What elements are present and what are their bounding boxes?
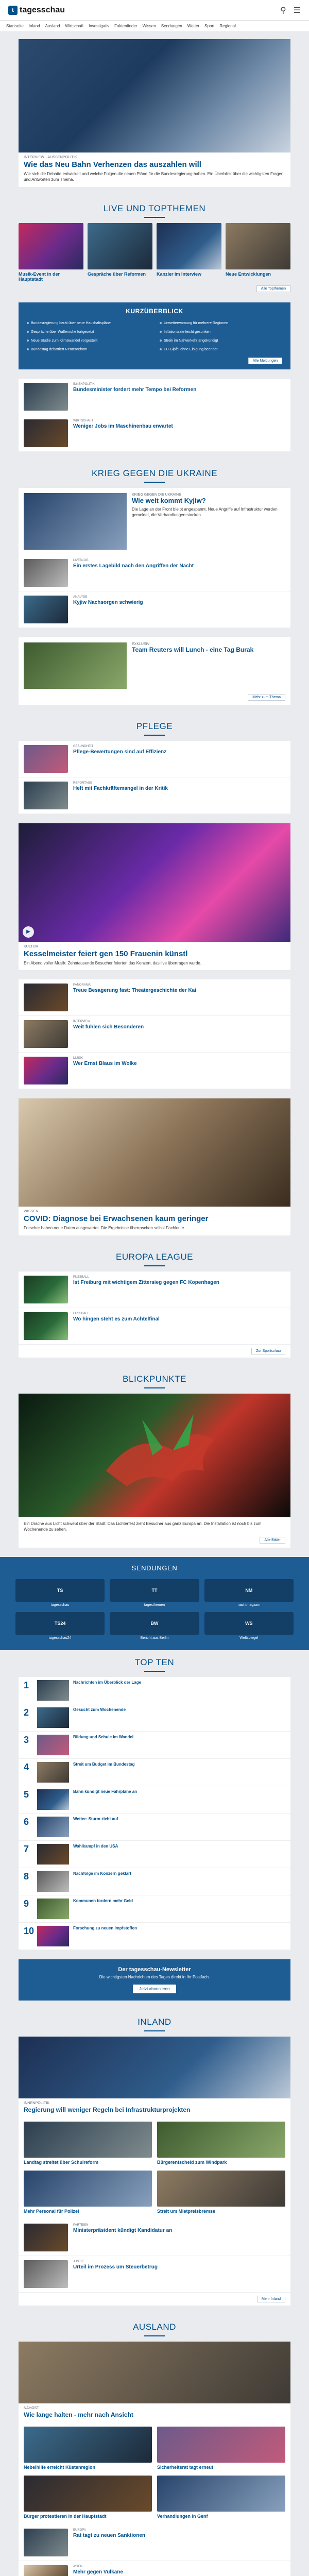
blickpunkte-image [19, 1394, 290, 1517]
hero-teaser[interactable] [19, 39, 290, 187]
ausland-meta: NAHOST [24, 2406, 40, 2410]
topten-item[interactable]: 3 Bildung und Schule im Wandel [19, 1732, 290, 1759]
logo-mark: t [8, 6, 18, 15]
banner-meta: EXKLUSIV [132, 642, 150, 646]
blickpunkte-card[interactable] [19, 1394, 290, 1548]
kurz-item[interactable]: Inflationsrate leicht gesunken [160, 330, 282, 334]
list-item[interactable]: INTERVIEW Weit fühlen sich Besonderen [19, 1016, 290, 1053]
live-tile[interactable]: Neue Entwicklungen [226, 223, 290, 283]
list-item[interactable]: JUSTIZ Urteil im Prozess um Steuerbetrug [19, 2256, 290, 2293]
ausland-tile[interactable]: Sicherheitsrat tagt erneut [157, 2427, 285, 2470]
play-icon[interactable]: ▶ [23, 926, 34, 938]
kurzueberblick [0, 302, 309, 369]
main-nav [0, 21, 309, 32]
concert-text: Ein Abend voller Musik: Zehntausende Besucher feierten das Konzert, das live übertragen wurde. [24, 960, 202, 965]
more-link-ukraine[interactable]: Mehr zum Thema [248, 694, 285, 701]
section-title-europa: EUROPA LEAGUE [19, 1245, 290, 1272]
newsletter-title: Der tagesschau-Newsletter [118, 1966, 191, 1973]
ukraine-title[interactable]: Wie weit kommt Kyjiw? [132, 496, 206, 504]
live-tile[interactable]: Kanzler im Interview [157, 223, 221, 283]
topten-item[interactable]: 6 Wetter: Sturm zieht auf [19, 1814, 290, 1841]
ukraine-image [24, 493, 127, 550]
inland-tile[interactable]: Bürgerentscheid zum Windpark [157, 2122, 285, 2165]
dragon-illustration [19, 1394, 290, 1517]
rows-block-1 [19, 379, 290, 452]
topten-item[interactable]: 8 Nachfolge im Konzern geklärt [19, 1868, 290, 1895]
live-tile[interactable]: Gespräche über Reformen [88, 223, 152, 283]
list-item[interactable]: REPORTAGE Heft mit Fachkräftemangel in der Kritik [19, 777, 290, 814]
banner-title[interactable]: Team Reuters will Lunch - eine Tag Burak [132, 646, 254, 653]
concert-image [19, 823, 290, 942]
kurz-item[interactable]: Neue Studie zum Klimawandel vorgestellt [27, 338, 149, 343]
concert-title[interactable]: Kesselmeister feiert gen 150 Frauenin künstl [24, 949, 188, 958]
kurz-item[interactable]: Streik im Nahverkehr angekündigt [160, 338, 282, 343]
nav-item[interactable]: Wissen [142, 24, 156, 28]
nav-item[interactable]: Investigativ [89, 24, 110, 28]
list-item[interactable]: ASIEN Mehr gegen Vulkane [19, 2561, 290, 2576]
tech-teaser[interactable] [19, 1098, 290, 1235]
ausland-block [19, 2342, 290, 2576]
hero-meta: INTERVIEW · AUSSENPOLITIK [24, 156, 77, 159]
site-header [0, 0, 309, 21]
tech-title[interactable]: COVID: Diagnose bei Erwachsenen kaum geringer [24, 1214, 209, 1224]
section-title-inland: INLAND [19, 2010, 290, 2037]
topten-item[interactable]: 4 Streit um Budget im Bundestag [19, 1759, 290, 1786]
ausland-tiles [19, 2421, 290, 2524]
more-link-blickpunkte[interactable]: Alle Bilder [260, 1537, 285, 1544]
kurz-item[interactable]: Bundesregierung berät über neue Haushaltspläne [27, 321, 149, 326]
topten-item[interactable]: 7 Wahlkampf in den USA [19, 1841, 290, 1868]
more-link-europa[interactable]: Zur Sportschau [251, 1348, 285, 1354]
sendung-item[interactable]: WS Weltspiegel [204, 1612, 294, 1640]
nav-item[interactable]: Regional [219, 24, 236, 28]
list-item[interactable]: LIVEBLOG Ein erstes Lagebild nach den Angriffen der Nacht [19, 555, 290, 591]
more-link-kurz[interactable]: Alle Meldungen [248, 358, 282, 364]
site-logo[interactable] [8, 6, 65, 15]
topten-item[interactable]: 10 Forschung zu neuen Impfstoffen [19, 1923, 290, 1950]
hero-title[interactable]: Wie das Neu Bahn Verhenzen das auszahlen will [24, 160, 201, 169]
ukraine-meta: KRIEG GEGEN DIE UKRAINE [132, 493, 181, 497]
live-grid [19, 223, 290, 283]
concert-teaser[interactable] [19, 823, 290, 971]
ausland-tile[interactable]: Bürger protestieren in der Hauptstadt [24, 2476, 152, 2519]
ausland-tile[interactable]: Nebelhilfe erreicht Küstenregion [24, 2427, 152, 2470]
ausland-title[interactable]: Wie lange halten - mehr nach Ansicht [24, 2411, 133, 2418]
section-title-topten: TOP TEN [19, 1650, 290, 1677]
live-tile[interactable]: Musik-Event in der Hauptstadt [19, 223, 83, 283]
newsletter-text: Die wichtigsten Nachrichten des Tages direkt in Ihr Postfach. [99, 1974, 210, 1979]
nav-item[interactable]: Wirtschaft [65, 24, 84, 28]
logo-text: tagesschau [20, 5, 65, 14]
section-title-ukraine: KRIEG GEGEN DIE UKRAINE [19, 461, 290, 488]
hero-text: Wie sich die Debatte entwickelt und welche Folgen die neuen Pläne für die Bundesregierung haben. Ein Überblick über die wichtigsten Fragen und Antworten zum Thema. [24, 172, 284, 182]
section-title-pflege: PFLEGE [19, 714, 290, 741]
menu-icon[interactable]: ☰ [293, 6, 301, 15]
kurz-grid [19, 318, 290, 357]
ukraine-banner[interactable] [19, 637, 290, 705]
tech-image [19, 1098, 290, 1207]
inland-tile[interactable]: Streit um Mietpreisbremse [157, 2171, 285, 2214]
sendungen-title: SENDUNGEN [131, 1564, 178, 1572]
kurz-box [19, 302, 290, 369]
kurz-item[interactable]: Bundestag debattiert Rentenreform [27, 347, 149, 352]
newsletter-box [19, 1959, 290, 2001]
nav-item[interactable]: Sport [204, 24, 215, 28]
topten-item[interactable]: 5 Bahn kündigt neue Fahrpläne an [19, 1786, 290, 1814]
ausland-tile[interactable]: Verhandlungen in Genf [157, 2476, 285, 2519]
list-item[interactable]: ANALYSE Kyjiw Nachsorgen schwierig [19, 591, 290, 628]
inland-title[interactable]: Regierung will weniger Regeln bei Infrastrukturprojekten [24, 2106, 191, 2113]
concert-meta: KULTUR [24, 944, 39, 948]
blickpunkte-caption: Ein Drache aus Licht schwebt über der Stadt: Das Lichterfest zieht Besucher aus ganz Europa an. Die Installation ist noch bis zum Wochenende zu sehen. [24, 1521, 262, 1532]
sendung-item[interactable]: TS24 tagesschau24 [15, 1612, 105, 1640]
nav-item[interactable]: Faktenfinder [114, 24, 138, 28]
pflege-block [19, 741, 290, 814]
section-title-ausland: AUSLAND [19, 2315, 290, 2342]
sendungen-grid [0, 1576, 309, 1643]
header-icons [280, 5, 301, 15]
list-item[interactable]: PANORAMA Treue Besagerung fast: Theatergeschichte der Kai [19, 979, 290, 1016]
kurz-item[interactable]: Unwetterwarnung für mehrere Regionen [160, 321, 282, 326]
topten-item[interactable]: 1 Nachrichten im Überblick der Lage [19, 1677, 290, 1704]
sendungen-section [0, 1557, 309, 1650]
nav-item[interactable]: Ausland [45, 24, 60, 28]
kurz-item[interactable]: EU-Gipfel ohne Einigung beendet [160, 347, 282, 352]
topten-item[interactable]: 2 Gesucht zum Wochenende [19, 1704, 290, 1732]
nav-item[interactable]: Sendungen [161, 24, 182, 28]
sendung-item[interactable]: TS tagesschau [15, 1579, 105, 1607]
sendung-item[interactable]: TT tagesthemen [110, 1579, 199, 1607]
sendung-item[interactable]: BW Bericht aus Berlin [110, 1612, 199, 1640]
ukraine-main[interactable] [19, 488, 290, 628]
list-item[interactable]: PARTEIEN Ministerpräsident kündigt Kandidatur an [19, 2219, 290, 2256]
nav-item[interactable]: Startseite [6, 24, 24, 28]
sendung-item[interactable]: NM nachtmagazin [204, 1579, 294, 1607]
tech-text: Forscher haben neue Daten ausgewertet. Die Ergebnisse überraschen selbst Fachleute. [24, 1226, 185, 1231]
inland-tile[interactable]: Landtag streitet über Schulreform [24, 2122, 152, 2165]
hero-image [19, 39, 290, 152]
europa-block [19, 1272, 290, 1358]
ausland-image [19, 2342, 290, 2403]
rows-block-2 [19, 979, 290, 1089]
kurz-title: KURZÜBERBLICK [126, 308, 183, 315]
inland-block [19, 2037, 290, 2306]
more-link-inland[interactable]: Mehr Inland [257, 2296, 285, 2302]
tech-meta: WISSEN [24, 1210, 39, 1214]
section-title-live: LIVE UND TOPTHEMEN [19, 196, 290, 223]
nav-item[interactable]: Wetter [187, 24, 200, 28]
inland-tiles [19, 2116, 290, 2219]
list-item[interactable]: GESUNDHEIT Pflege-Bewertungen sind auf Effizienz [19, 741, 290, 777]
list-item[interactable]: MUSIK Wer Ernst Blaus im Wolke [19, 1053, 290, 1089]
kurz-item[interactable]: Gespräche über Waffenruhe fortgesetzt [27, 330, 149, 334]
inland-image [19, 2037, 290, 2098]
nav-item[interactable]: Inland [28, 24, 40, 28]
topten-item[interactable]: 9 Kommunen fordern mehr Geld [19, 1895, 290, 1923]
topten-list [19, 1677, 290, 1950]
list-item[interactable]: INNENPOLITIK Bundesminister fordert mehr Tempo bei Reformen [19, 379, 290, 415]
list-item[interactable]: FUSSBALL Wo hingen steht es zum Achtelfinal [19, 1308, 290, 1345]
inland-meta: INNENPOLITIK [24, 2101, 50, 2105]
newsletter-button[interactable]: Jetzt abonnieren [133, 1985, 176, 1993]
section-title-blickpunkte: BLICKPUNKTE [19, 1367, 290, 1394]
inland-tile[interactable]: Mehr Personal für Polizei [24, 2171, 152, 2214]
ukraine-text: Die Lage an der Front bleibt angespannt. Neue Angriffe auf Infrastruktur werden gemeldet, die Verhandlungen stocken. [132, 506, 278, 517]
list-item[interactable]: WIRTSCHAFT Weniger Jobs im Maschinenbau erwartet [19, 415, 290, 452]
more-link-live[interactable]: Alle Topthemen [19, 282, 290, 295]
list-item[interactable]: FUSSBALL Ist Freiburg mit wichtigem Zittersieg gegen FC Kopenhagen [19, 1272, 290, 1308]
list-item[interactable]: EUROPA Rat tagt zu neuen Sanktionen [19, 2524, 290, 2561]
search-icon[interactable]: ⚲ [280, 6, 286, 15]
